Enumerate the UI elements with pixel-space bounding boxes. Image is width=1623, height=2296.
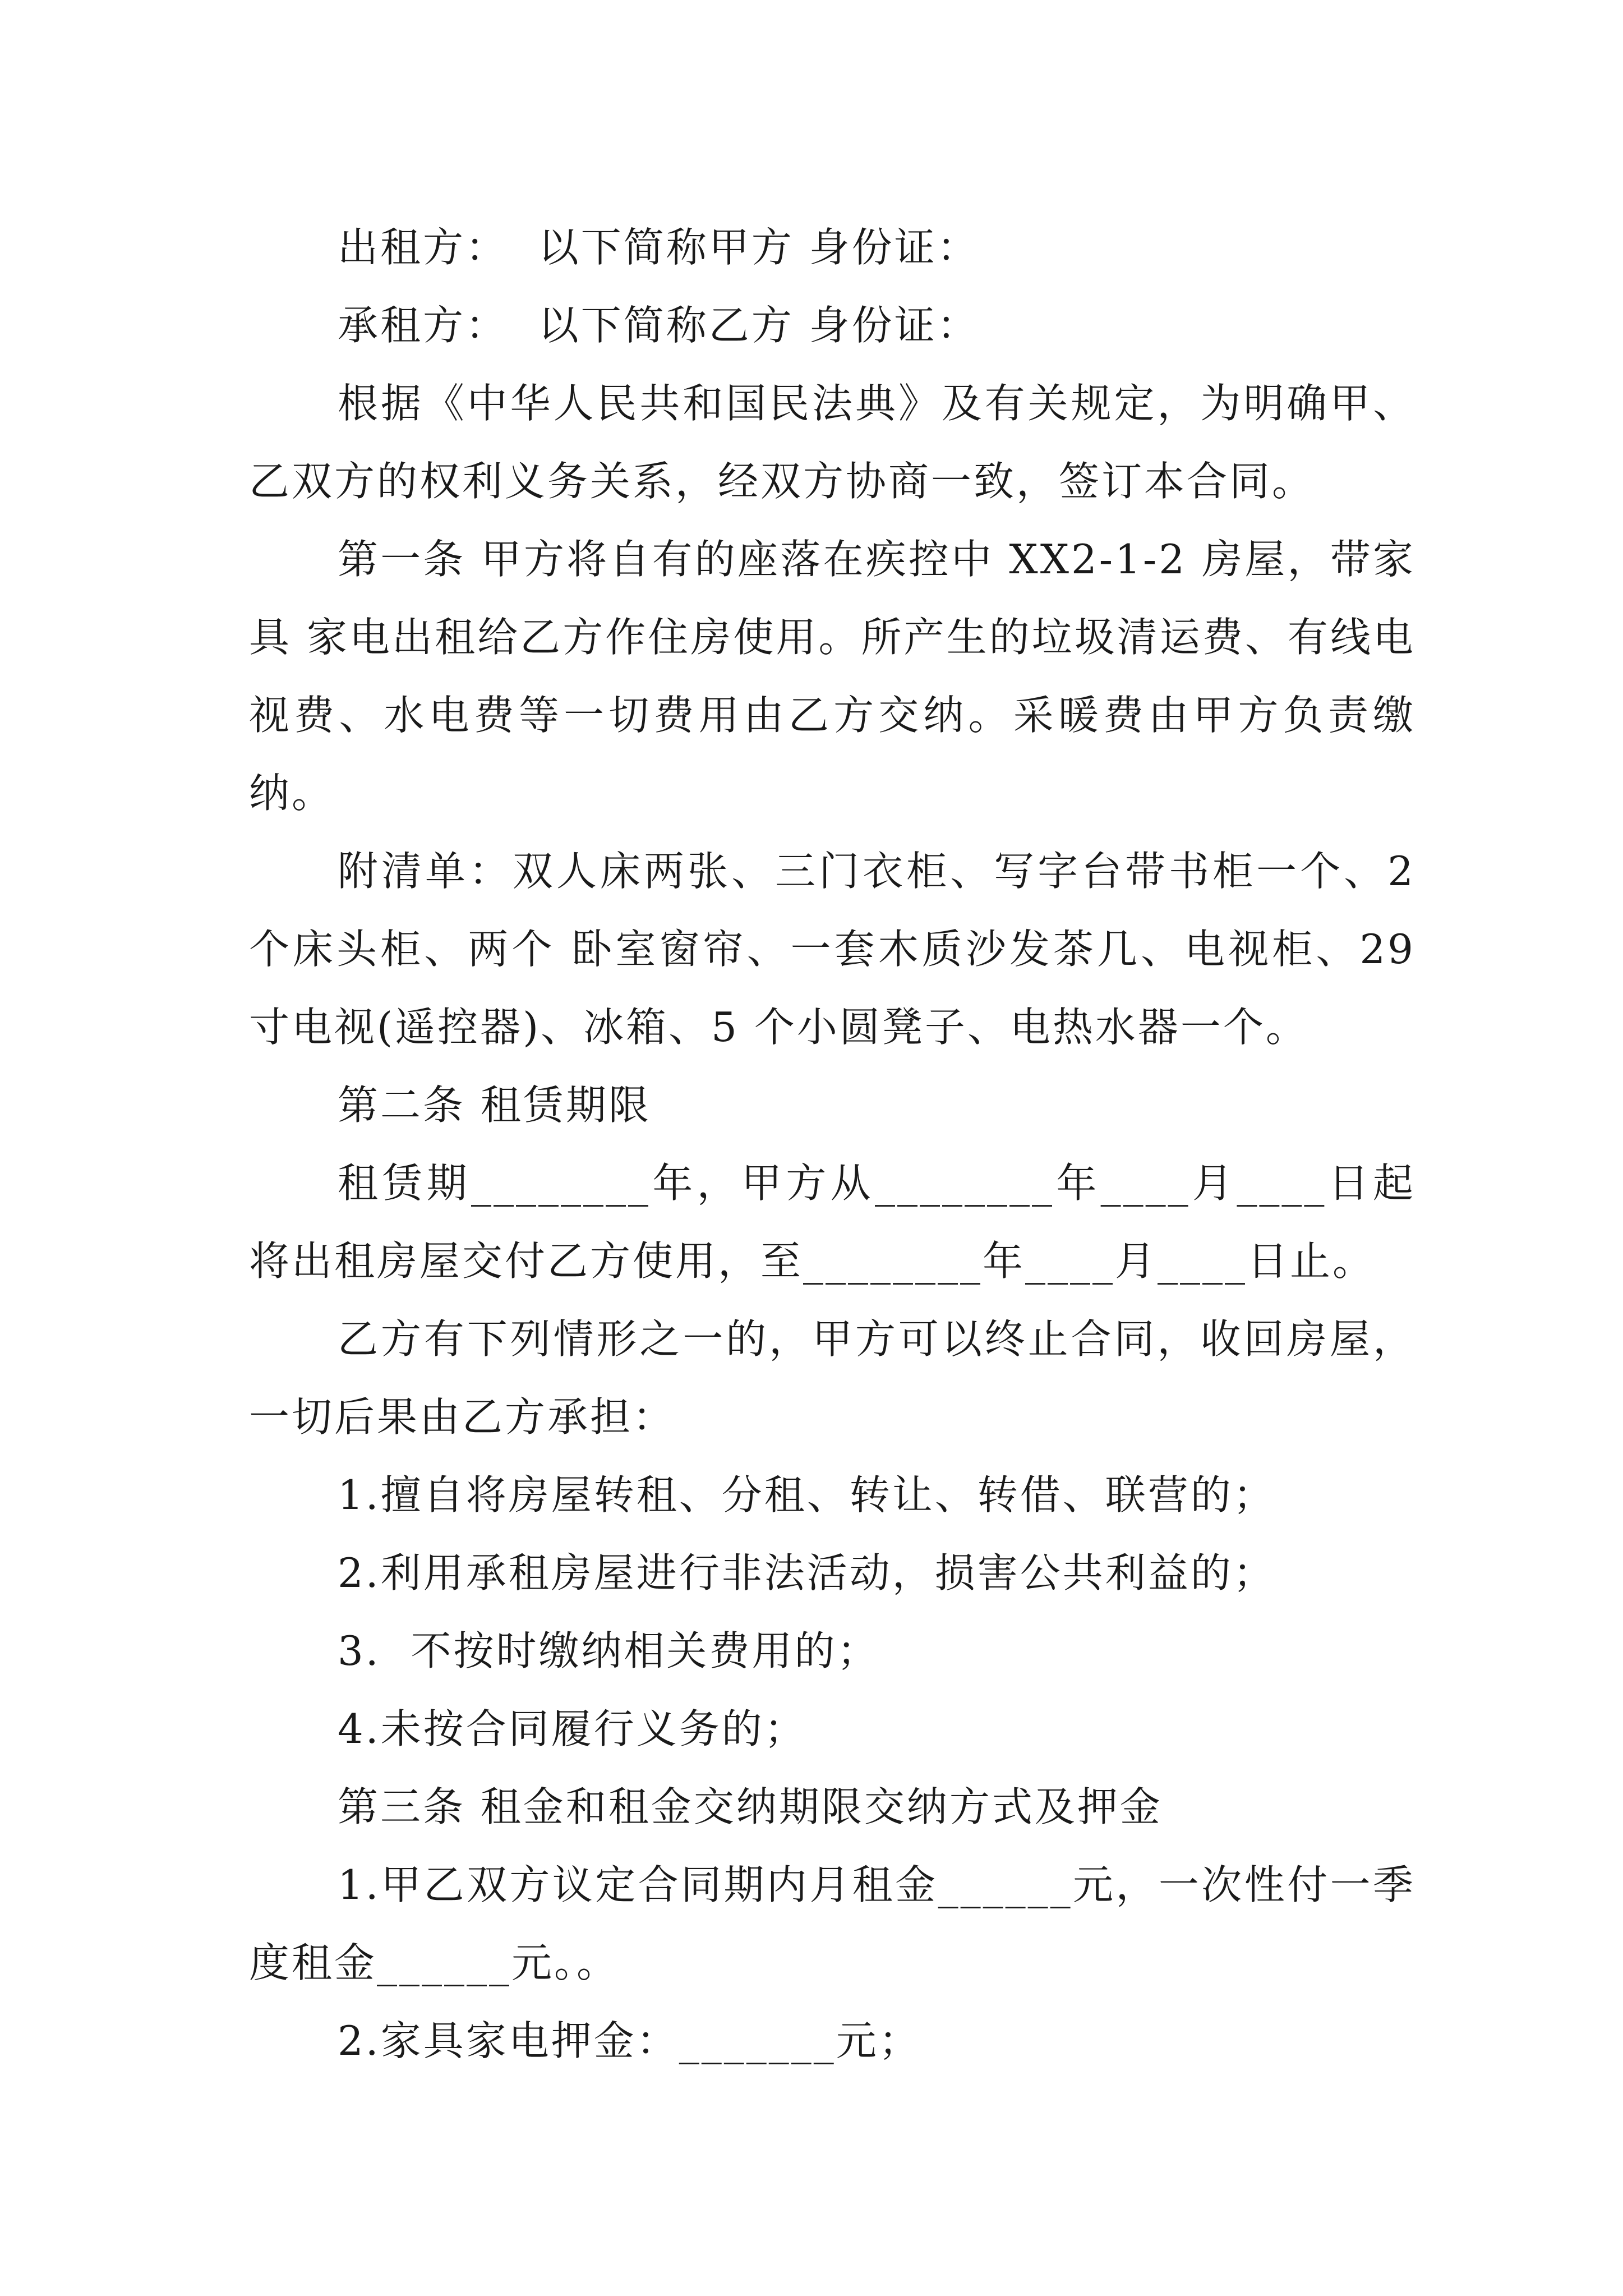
rent-item-2: 2.家具家电押金：_______元； xyxy=(338,2017,921,2064)
contract-body xyxy=(249,209,1431,2080)
preamble-paragraph: 根据《中华人民共和国民法典》及有关规定，为明确甲、乙双方的权利义务关系，经双方协商一致，签订本合同。 xyxy=(249,380,1415,505)
article-1-paragraph: 第一条 甲方将自有的座落在疾控中 XX2-1-2 房屋，带家具 家电出租给乙方作住房使用。所产生的垃圾清运费、有线电视费、水电费等一切费用由乙方交纳。采暖费由甲方负责缴纳。 xyxy=(249,536,1415,817)
lessee-line: 承租方： 以下简称乙方 身份证： xyxy=(338,302,980,349)
termination-item-3: 3. 不按时缴纳相关费用的； xyxy=(338,1627,880,1674)
lease-term-paragraph: 租赁期________年，甲方从________年____月____日起将出租房屋交付乙方使用，至________年____月____日止。 xyxy=(249,1159,1415,1285)
termination-item-2: 2.利用承租房屋进行非法活动，损害公共利益的； xyxy=(338,1549,1276,1596)
termination-item-1: 1.擅自将房屋转租、分租、转让、转借、联营的； xyxy=(338,1471,1276,1519)
inventory-paragraph: 附清单：双人床两张、三门衣柜、写字台带书柜一个、2 个床头柜、两个 卧室窗帘、一套木质沙发茶几、电视柜、29 寸电视(遥控器)、冰箱、5 个小圆凳子、电热水器一个。 xyxy=(249,848,1431,1051)
termination-item-4: 4.未按合同履行义务的； xyxy=(338,1705,807,1752)
termination-intro-paragraph: 乙方有下列情形之一的，甲方可以终止合同，收回房屋，一切后果由乙方承担： xyxy=(249,1315,1415,1441)
rent-item-1: 1.甲乙双方议定合同期内月租金______元，一次性付一季度租金______元。。 xyxy=(249,1861,1415,1986)
article-3-heading: 第三条 租金和租金交纳期限交纳方式及押金 xyxy=(338,1783,1163,1830)
lessor-line: 出租方： 以下简称甲方 身份证： xyxy=(338,224,980,271)
article-2-heading: 第二条 租赁期限 xyxy=(338,1082,651,1129)
